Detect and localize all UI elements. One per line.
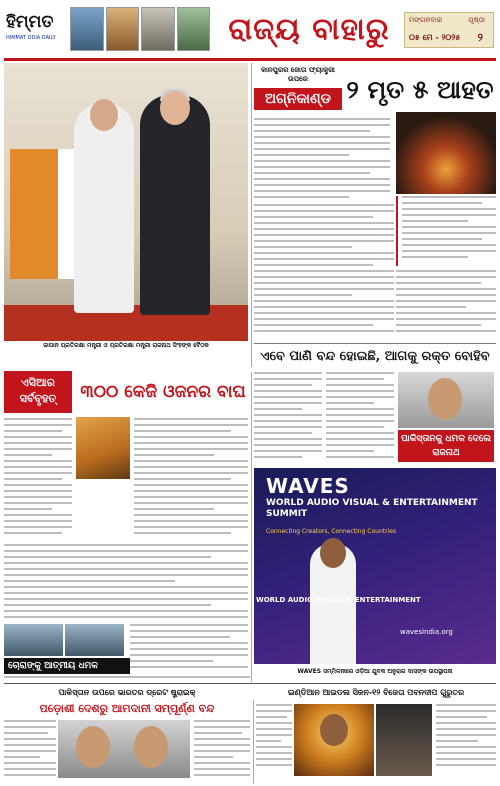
fire-story-kicker: କାନପୁରର ଜୋତା ଫ୍ୟାକ୍ଟ୍ରୀ ଉପରେ <box>261 66 335 83</box>
neighbor-story-photo <box>58 720 190 778</box>
waves-side-banner: WORLD AUDIO VISUAL & ENTERTAINMENT <box>256 596 421 604</box>
story-photo <box>4 624 63 656</box>
lead-photo-caption: ଜାପାନ ପ୍ରତିରକ୍ଷା ମନ୍ତ୍ରୀ ଓ ପ୍ରତିରକ୍ଷା ମନ୍ତ୍ରୀ ରାଜନାଥ ସିଂହଙ୍କ ବୈଠକ <box>43 342 209 349</box>
threat-story-headline: ଚୋରାଙ୍କୁ ଆତ୍ମୀୟ ଧମକ <box>4 658 130 674</box>
waves-feature-photo <box>254 468 496 664</box>
singer-photo <box>294 704 374 776</box>
idol-story-body <box>436 704 496 782</box>
masthead-photo-strip <box>70 7 210 51</box>
tiger-photo <box>76 417 130 479</box>
fire-story-body <box>254 204 394 338</box>
threat-story-body <box>130 624 248 676</box>
flag-graphic <box>10 149 58 279</box>
story-photo <box>65 624 124 656</box>
date-box <box>404 12 494 48</box>
page-label: ପୃଷ୍ଠା <box>468 16 485 24</box>
issue-date: ୦୫ ମେ - ୨୦୨୫ <box>409 33 461 42</box>
section-rule <box>254 343 496 344</box>
water-story-body <box>326 372 394 464</box>
lead-photo <box>4 63 248 341</box>
logo-subtitle: HIMMAT ODIA DAILY <box>6 35 56 41</box>
idol-winner-headline: ଇଣ୍ଡିଆନ ଆଇଡଲ ସିଜନ-୧୨ ବିଜେତା ପବନଦୀପ ଗୁରୁତର <box>287 688 465 697</box>
section-rule <box>4 683 496 684</box>
neighbor-story-headline: ପଡ଼ୋଶୀ ଦେଶରୁ ଆମଦାନୀ ସମ୍ପୂର୍ଣ୍ଣ ବନ୍ଦ <box>39 702 215 715</box>
waves-subtitle: Connecting Creators, Connecting Countries <box>266 528 397 535</box>
weekday: ମଙ୍ଗଳବାର <box>409 16 443 24</box>
water-story-body <box>254 372 322 464</box>
page-title: ରାଜ୍ୟ ବାହାରୁ <box>228 12 390 47</box>
waves-url: wavesindia.org <box>400 628 453 636</box>
column-divider <box>251 372 252 682</box>
masthead-photo <box>141 7 175 51</box>
fire-story-headline: ୨ ମୃତ ୫ ଆହତ <box>346 75 494 104</box>
neighbor-story-body <box>4 720 56 782</box>
fire-story-body <box>254 118 390 202</box>
waves-title: WORLD AUDIO VISUAL & ENTERTAINMENT SUMMIT <box>266 498 478 519</box>
masthead-photo <box>106 7 140 51</box>
tiger-story-tag: ଏସିଆର ସର୍ବବୃହତ୍ <box>4 371 72 413</box>
drone-strike-headline: ପାକିସ୍ତାନ ଉପରେ ଭାରତର ଡ୍ରେଟ ଷ୍ଟ୍ରାଇକ୍ <box>58 688 196 697</box>
neighbor-story-body <box>194 720 250 782</box>
pak-story-label: ପାକିସ୍ତାନକୁ ଧମକ ଦେଲେ ରାଜନାଥ <box>398 430 494 462</box>
page-number: ୨ <box>477 31 483 44</box>
person-figure <box>140 95 210 315</box>
tiger-story-body <box>4 544 248 620</box>
masthead <box>6 4 494 56</box>
water-story-headline: ଏବେ ପାଣି ବନ୍ଦ ହୋଇଛି, ଆଗକୁ ରକ୍ତ ବୋହିବ <box>254 346 496 368</box>
logo-text: ହିମ୍ମତ <box>6 12 54 32</box>
tiger-story-body <box>4 418 72 540</box>
fire-story-body <box>396 270 496 340</box>
fire-photo <box>396 112 496 194</box>
accident-photo <box>376 704 432 776</box>
masthead-photo <box>70 7 104 51</box>
fire-story-sidebar <box>396 196 496 266</box>
tiger-story-body <box>134 418 248 540</box>
person-figure <box>74 103 134 313</box>
tiger-story-headline: ୩୦୦ କେଜି ଓଜନର ବାଘ <box>80 382 246 402</box>
idol-story-body <box>256 704 292 782</box>
threat-story-photos <box>4 624 124 656</box>
newspaper-logo <box>6 4 68 56</box>
masthead-photo <box>177 7 211 51</box>
fire-story-label: ଅଗ୍ନିକାଣ୍ଡ <box>254 88 342 110</box>
column-divider <box>251 63 252 367</box>
column-divider <box>253 700 254 784</box>
rajnath-photo <box>398 372 494 428</box>
waves-photo-caption: WAVES ସମ୍ମିଳନୀରେ ଓଡ଼ିଆ ଯୁବକ ଅନୁରାଗ ଦାସଙ୍କ ଉପସ୍ଥାପନା <box>297 668 453 675</box>
masthead-rule <box>4 58 496 61</box>
waves-logo: WAVES <box>266 474 350 498</box>
